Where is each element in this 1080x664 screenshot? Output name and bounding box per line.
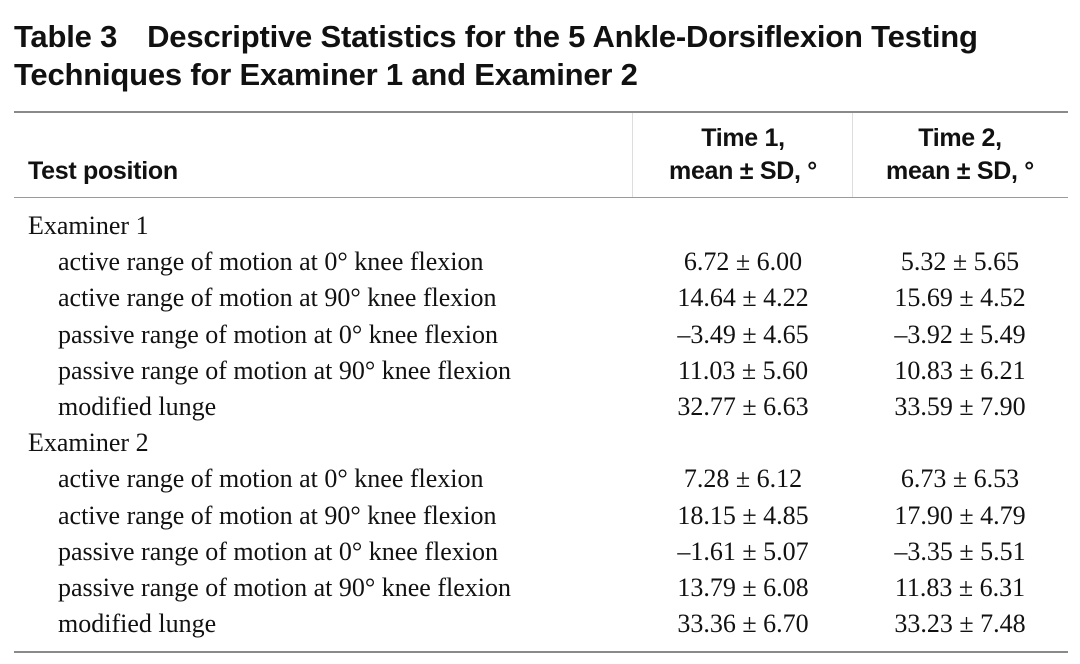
- time-1-cell: 7.28 ± 6.12: [683, 464, 803, 494]
- caption-line-1: [14, 18, 1074, 56]
- header-time-1-line-1: Time 1,: [701, 124, 785, 152]
- test-position-cell: passive range of motion at 0° knee flexion: [58, 319, 498, 349]
- time-2-cell: –3.35 ± 5.51: [894, 536, 1026, 566]
- table-row: [0, 461, 1080, 497]
- table-row: [0, 353, 1080, 389]
- time-2-cell: 5.32 ± 5.65: [900, 247, 1020, 277]
- table-row: [0, 534, 1080, 570]
- group-row-examiner-2: [0, 425, 1080, 461]
- time-1-cell: 11.03 ± 5.60: [677, 355, 809, 385]
- test-position-cell: active range of motion at 90° knee flexion: [58, 283, 497, 313]
- table-bottom-rule: [14, 651, 1068, 653]
- time-2-cell: –3.92 ± 5.49: [894, 319, 1026, 349]
- header-time-2-line-2: mean ± SD, °: [886, 157, 1034, 185]
- time-1-cell: 13.79 ± 6.08: [677, 572, 809, 602]
- time-1-cell: 32.77 ± 6.63: [677, 391, 809, 421]
- header-bottom-rule: [14, 197, 1068, 198]
- time-1-cell: 18.15 ± 4.85: [677, 500, 809, 530]
- time-2-cell: 17.90 ± 4.79: [894, 500, 1026, 530]
- test-position-cell: active range of motion at 0° knee flexion: [58, 247, 484, 277]
- test-position-cell: modified lunge: [58, 609, 217, 639]
- table-body: [0, 208, 1080, 642]
- header-time-1-line-2: mean ± SD, °: [669, 157, 817, 185]
- table-row: [0, 317, 1080, 353]
- test-position-cell: active range of motion at 0° knee flexion: [58, 464, 484, 494]
- test-position-cell: active range of motion at 90° knee flexion: [58, 500, 497, 530]
- test-position-cell: passive range of motion at 0° knee flexion: [58, 536, 498, 566]
- time-2-cell: 33.59 ± 7.90: [894, 391, 1026, 421]
- group-row-examiner-1: [0, 208, 1080, 244]
- table-caption: [14, 18, 1074, 94]
- table-row: [0, 570, 1080, 606]
- time-1-cell: 14.64 ± 4.22: [677, 283, 809, 313]
- table-row: [0, 389, 1080, 425]
- caption-title-part-2: Techniques for Examiner 1 and Examiner 2: [14, 57, 638, 92]
- header-time-2-line-1: Time 2,: [918, 124, 1002, 152]
- header-time-1: [633, 122, 853, 188]
- test-position-cell: passive range of motion at 90° knee flexion: [58, 572, 511, 602]
- group-label: Examiner 2: [28, 428, 149, 458]
- test-position-cell: passive range of motion at 90° knee flexion: [58, 355, 511, 385]
- time-2-cell: 33.23 ± 7.48: [894, 609, 1026, 639]
- table-row: [0, 244, 1080, 280]
- time-2-cell: 11.83 ± 6.31: [894, 572, 1026, 602]
- table-top-rule: [14, 111, 1068, 113]
- table-row: [0, 606, 1080, 642]
- time-1-cell: 6.72 ± 6.00: [683, 247, 803, 277]
- table-row: [0, 280, 1080, 316]
- test-position-cell: modified lunge: [58, 391, 217, 421]
- group-label: Examiner 1: [28, 211, 149, 240]
- time-2-cell: 10.83 ± 6.21: [894, 355, 1026, 385]
- time-2-cell: 6.73 ± 6.53: [900, 464, 1020, 494]
- time-1-cell: 33.36 ± 6.70: [677, 609, 809, 639]
- header-test-position: Test position: [28, 157, 178, 185]
- table-number: Table 3: [14, 19, 118, 54]
- time-1-cell: –1.61 ± 5.07: [677, 536, 809, 566]
- table-row: [0, 498, 1080, 534]
- time-1-cell: –3.49 ± 4.65: [677, 319, 809, 349]
- time-2-cell: 15.69 ± 4.52: [894, 283, 1026, 313]
- caption-title-part-1: Descriptive Statistics for the 5 Ankle-Dorsiflexion Testing: [147, 19, 978, 54]
- header-time-2: [850, 122, 1070, 188]
